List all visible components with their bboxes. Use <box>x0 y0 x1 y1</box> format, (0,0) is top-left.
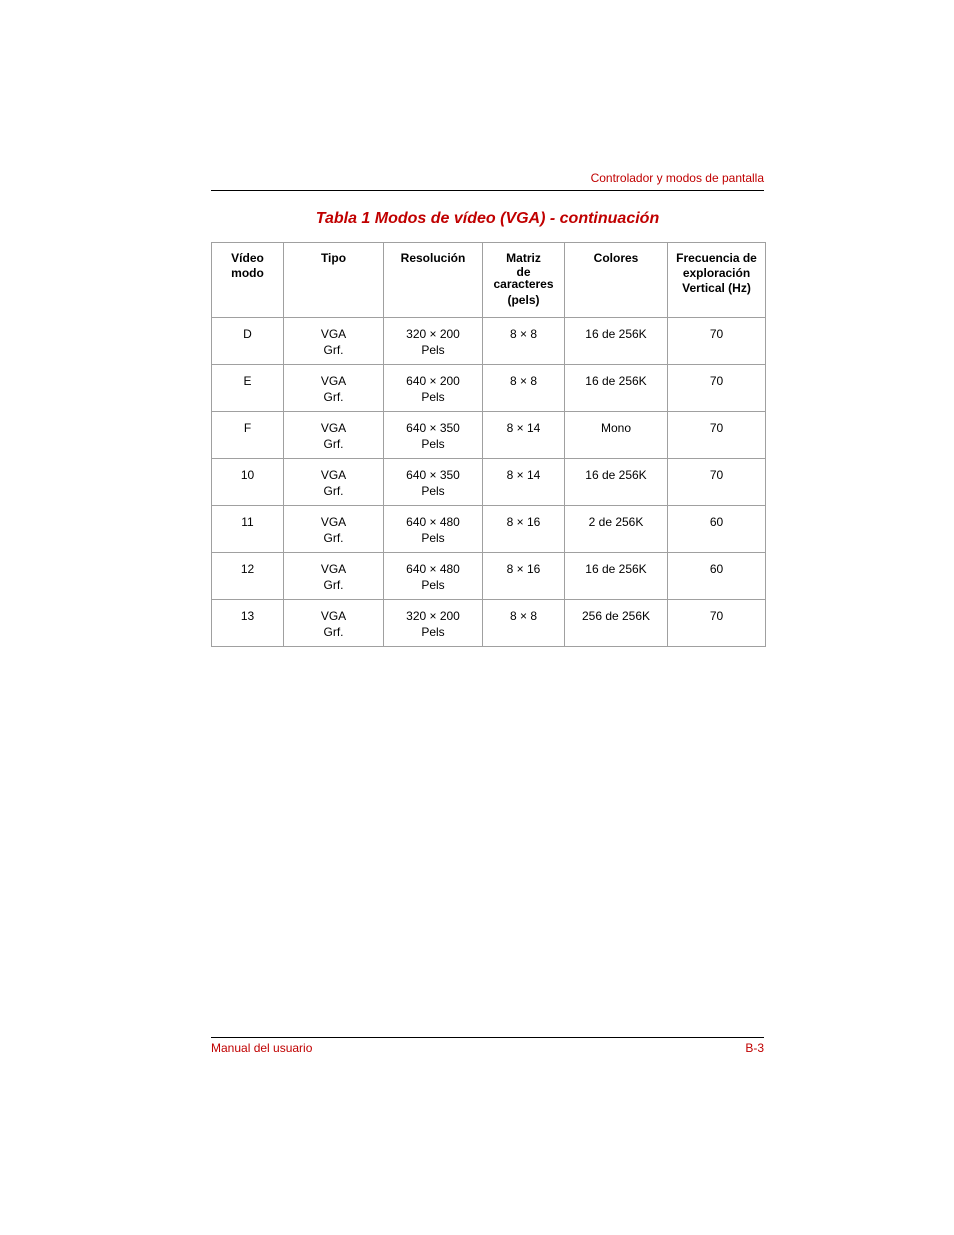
cell-frecuencia: 60 <box>668 553 766 600</box>
cell-tipo: VGA Grf. <box>284 412 384 459</box>
cell-resolucion: 640 × 480 Pels <box>384 506 483 553</box>
table-row <box>212 318 766 365</box>
cell-colores: 16 de 256K <box>565 365 668 412</box>
page-number: B-3 <box>745 1041 764 1055</box>
cell-colores: 16 de 256K <box>565 459 668 506</box>
cell-modo: D <box>212 318 284 365</box>
cell-modo: 11 <box>212 506 284 553</box>
cell-tipo: VGA Grf. <box>284 506 384 553</box>
cell-colores: Mono <box>565 412 668 459</box>
cell-frecuencia: 70 <box>668 459 766 506</box>
cell-matriz: 8 × 16 <box>483 553 565 600</box>
cell-frecuencia: 70 <box>668 412 766 459</box>
video-modes-table <box>211 242 766 647</box>
cell-frecuencia: 70 <box>668 318 766 365</box>
cell-tipo: VGA Grf. <box>284 318 384 365</box>
table-title: Tabla 1 Modos de vídeo (VGA) - continuación <box>315 210 660 227</box>
table-row <box>212 459 766 506</box>
table-row <box>212 553 766 600</box>
cell-colores: 2 de 256K <box>565 506 668 553</box>
cell-resolucion: 320 × 200 Pels <box>384 318 483 365</box>
cell-modo: 12 <box>212 553 284 600</box>
cell-resolucion: 640 × 480 Pels <box>384 553 483 600</box>
cell-modo: 13 <box>212 600 284 647</box>
cell-matriz: 8 × 8 <box>483 318 565 365</box>
table-row <box>212 600 766 647</box>
cell-colores: 16 de 256K <box>565 318 668 365</box>
cell-matriz: 8 × 14 <box>483 459 565 506</box>
header-divider <box>211 190 764 191</box>
cell-resolucion: 640 × 350 Pels <box>384 459 483 506</box>
table-header-row <box>212 243 766 318</box>
cell-modo: F <box>212 412 284 459</box>
cell-modo: 10 <box>212 459 284 506</box>
cell-matriz: 8 × 14 <box>483 412 565 459</box>
cell-matriz: 8 × 8 <box>483 365 565 412</box>
table-row <box>212 506 766 553</box>
cell-modo: E <box>212 365 284 412</box>
footer-divider <box>211 1037 764 1038</box>
cell-matriz: 8 × 8 <box>483 600 565 647</box>
column-header-tipo: Tipo <box>284 243 384 318</box>
cell-frecuencia: 70 <box>668 600 766 647</box>
cell-frecuencia: 60 <box>668 506 766 553</box>
cell-resolucion: 320 × 200 Pels <box>384 600 483 647</box>
cell-tipo: VGA Grf. <box>284 365 384 412</box>
table-row <box>212 365 766 412</box>
cell-tipo: VGA Grf. <box>284 553 384 600</box>
column-header-colores: Colores <box>565 243 668 318</box>
table-row <box>212 412 766 459</box>
column-header-matriz: Matriz de caracteres (pels) <box>483 243 565 318</box>
cell-tipo: VGA Grf. <box>284 459 384 506</box>
cell-colores: 16 de 256K <box>565 553 668 600</box>
column-header-resolucion: Resolución <box>384 243 483 318</box>
cell-colores: 256 de 256K <box>565 600 668 647</box>
footer-manual-title: Manual del usuario <box>211 1041 313 1055</box>
cell-matriz: 8 × 16 <box>483 506 565 553</box>
column-header-frecuencia: Frecuencia de exploración Vertical (Hz) <box>668 243 766 318</box>
running-header: Controlador y modos de pantalla <box>590 171 764 185</box>
cell-resolucion: 640 × 200 Pels <box>384 365 483 412</box>
cell-frecuencia: 70 <box>668 365 766 412</box>
cell-tipo: VGA Grf. <box>284 600 384 647</box>
cell-resolucion: 640 × 350 Pels <box>384 412 483 459</box>
column-header-modo: Vídeo modo <box>212 243 284 318</box>
